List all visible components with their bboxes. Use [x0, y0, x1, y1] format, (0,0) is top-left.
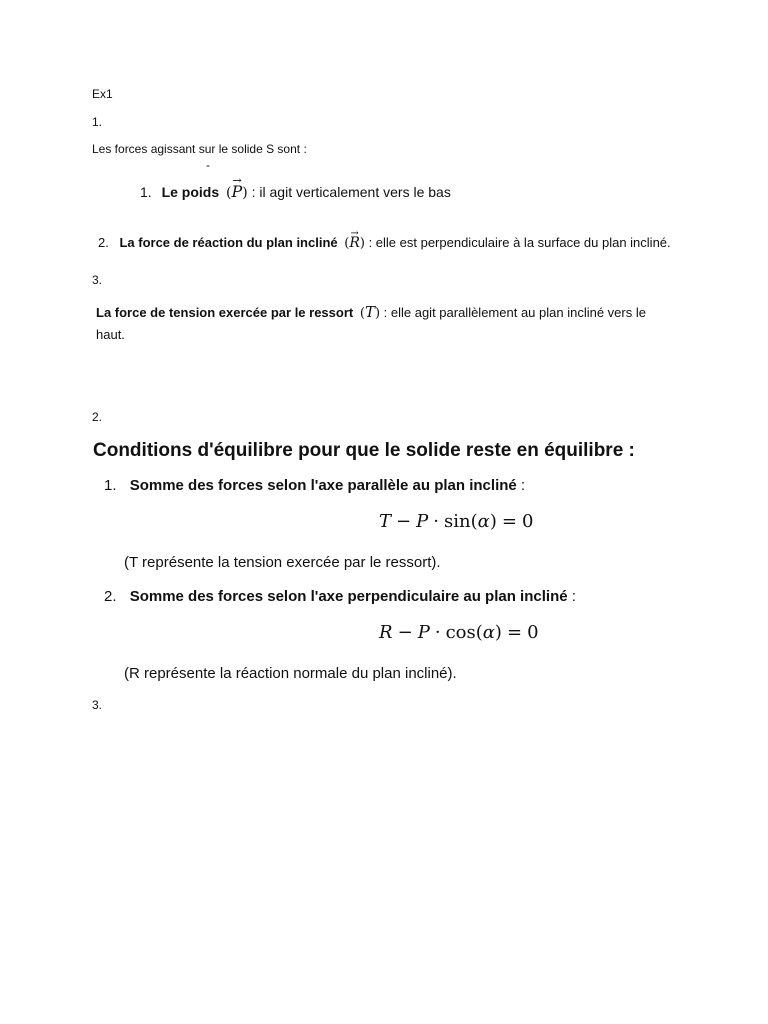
intro-text: Les forces agissant sur le solide S sont :	[92, 142, 307, 156]
equation-term: P	[417, 622, 430, 643]
vector-symbol: → R	[349, 235, 360, 251]
force-item-tension: La force de tension exercée par le ressort (T) : elle agit parallèlement au plan incliné vers le	[96, 303, 646, 321]
equation-term: R	[379, 622, 393, 643]
force-description: : elle agit parallèlement au plan incliné vers le	[380, 305, 646, 320]
condition-title: Somme des forces selon l'axe perpendiculaire au plan incliné	[129, 588, 568, 605]
equation-function: cos	[445, 622, 476, 643]
part-number: 3.	[92, 698, 103, 712]
equation-function: sin	[444, 511, 471, 532]
vector-symbol: → P	[232, 182, 243, 201]
equation-result: 0	[521, 511, 534, 532]
equation-angle: α	[477, 511, 490, 532]
condition-note: (R représente la réaction normale du plan incliné).	[124, 665, 457, 682]
section-heading: Conditions d'équilibre pour que le solide reste en équilibre :	[93, 440, 635, 461]
force-item-reaction: 2. La force de réaction du plan incliné (→ R) : elle est perpendiculaire à la surface du plan incliné.	[98, 235, 671, 251]
condition-note: (T représente la tension exercée par le ressort).	[124, 554, 441, 571]
part-number: 3.	[92, 273, 103, 287]
dash-mark: -	[206, 158, 210, 172]
list-number: 1.	[104, 477, 117, 494]
equation-term: T	[379, 511, 392, 532]
condition-item-parallel	[104, 477, 525, 494]
part-number: 2.	[92, 410, 103, 424]
equation-parallel: T − P · sin(α) = 0	[379, 511, 534, 532]
exercise-label: Ex1	[92, 87, 113, 101]
force-name: La force de tension exercée par le ressort	[96, 305, 354, 320]
condition-colon: :	[516, 477, 526, 494]
force-symbol: T	[364, 303, 375, 321]
condition-colon: :	[567, 588, 576, 605]
part-number: 1.	[92, 115, 103, 129]
force-description: : elle est perpendiculaire à la surface du plan incliné.	[364, 235, 671, 250]
equation-term: P	[416, 511, 429, 532]
equation-result: 0	[527, 622, 539, 643]
force-item-weight: 1. Le poids (→ P) : il agit verticalement vers le bas	[140, 182, 451, 201]
list-number: 1.	[140, 184, 152, 200]
equation-perpendicular: R − P · cos(α) = 0	[379, 622, 539, 643]
condition-title: Somme des forces selon l'axe parallèle au plan incliné	[129, 477, 517, 494]
force-description-continued: haut.	[96, 327, 125, 342]
force-description: : il agit verticalement vers le bas	[247, 184, 451, 200]
list-number: 2.	[98, 235, 109, 250]
equation-angle: α	[482, 622, 495, 643]
list-number: 2.	[104, 588, 117, 605]
force-name: La force de réaction du plan incliné	[119, 235, 338, 250]
force-name: Le poids	[161, 184, 220, 200]
condition-item-perpendicular	[104, 588, 576, 605]
